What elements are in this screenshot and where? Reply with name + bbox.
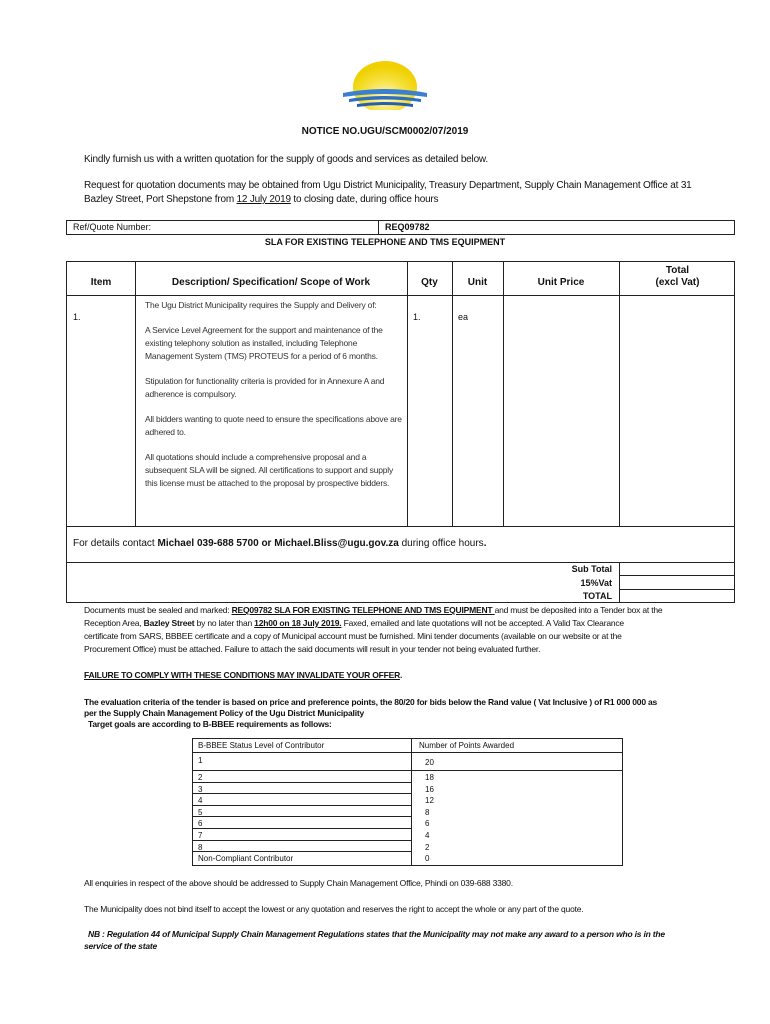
contact-dot: . bbox=[483, 538, 487, 549]
contact-details: Michael 039-688 5700 or Michael.Bliss@ugu.gov.za bbox=[157, 538, 399, 549]
header-qty: Qty bbox=[421, 277, 438, 288]
bbbee-level: 5 bbox=[198, 807, 203, 817]
nb-line-2: service of the state bbox=[84, 941, 158, 951]
desc-paragraph: All bidders wanting to quote need to ensure the specifications above are adhered to. bbox=[145, 414, 402, 437]
failure-warning bbox=[84, 670, 402, 680]
logo bbox=[335, 55, 435, 110]
header-unit-price: Unit Price bbox=[537, 277, 585, 288]
bbbee-points: 16 bbox=[425, 784, 434, 794]
docs-street: Bazley Street bbox=[143, 618, 195, 628]
bbbee-level: 8 bbox=[198, 842, 203, 852]
failure-dot: . bbox=[400, 670, 403, 680]
request-date: 12 July 2019 bbox=[236, 194, 291, 205]
desc-paragraph: Stipulation for functionality criteria is provided for in Annexure A and adherence is compulsory. bbox=[145, 376, 385, 399]
ref-label: Ref/Quote Number: bbox=[73, 222, 152, 232]
bbbee-points: 18 bbox=[425, 773, 434, 782]
bbbee-points: 2 bbox=[425, 842, 430, 852]
docs-reference: REQ09782 SLA FOR EXISTING TELEPHONE AND TMS EQUIPMENT bbox=[231, 605, 495, 615]
bbbee-header-level: B-BBEE Status Level of Contributor bbox=[198, 741, 325, 750]
header-total-sub: (excl Vat) bbox=[655, 277, 700, 288]
request-line-2 bbox=[84, 194, 438, 205]
docs-text: by no later than bbox=[194, 618, 255, 628]
quote-table bbox=[66, 261, 735, 563]
docs-text: Documents must be sealed and marked: bbox=[84, 605, 232, 615]
row-description bbox=[145, 299, 403, 502]
evaluation-line-2: per the Supply Chain Management Policy of the Ugu District Municipality bbox=[84, 708, 365, 718]
desc-paragraph: The Ugu District Municipality requires the Supply and Delivery of: bbox=[145, 300, 377, 310]
bbbee-points: 12 bbox=[425, 796, 434, 806]
bbbee-points: 0 bbox=[425, 854, 430, 864]
row-item-number: 1. bbox=[73, 312, 81, 322]
documents-line-3: certificate from SARS, BBBEE certificate and a copy of Municipal account must be furnished. Mini tender documents (available on our website or at the bbox=[84, 631, 622, 641]
bbbee-level: 6 bbox=[198, 819, 203, 829]
row-qty: 1. bbox=[413, 312, 421, 322]
row-unit: ea bbox=[458, 312, 469, 322]
bbbee-level: 7 bbox=[198, 830, 203, 840]
docs-text: Faxed, emailed and late quotations will not be accepted. A Valid Tax Clearance bbox=[341, 618, 624, 628]
ref-row bbox=[66, 220, 735, 235]
bbbee-points: 6 bbox=[425, 819, 430, 829]
bbbee-level: 3 bbox=[198, 784, 203, 794]
evaluation-line-1: The evaluation criteria of the tender is based on price and preference points, the 80/20 for bids below the Rand value ( Vat Inclusive ) of R1 000 000 as bbox=[84, 697, 658, 707]
documents-line-1 bbox=[84, 605, 662, 615]
documents-line-4: Procurement Office) must be attached. Failure to attach the said documents will result in your tender not being evaluated further. bbox=[84, 644, 541, 654]
bbbee-level: 4 bbox=[198, 796, 203, 806]
desc-paragraph: A Service Level Agreement for the support and maintenance of the existing telephony solution as installed, including Telephone Management System (TMS) PROTEUS for a period of 6 months. bbox=[145, 325, 383, 361]
bbbee-level: 2 bbox=[198, 773, 203, 782]
desc-paragraph: All quotations should include a comprehensive proposal and a subsequent SLA will be signed. All certifications to support and supply this license must be attached to the proposal by prospective bidders. bbox=[145, 452, 394, 488]
evaluation-line-3: Target goals are according to B-BBEE requirements as follows: bbox=[88, 719, 332, 729]
sub-total-label: Sub Total bbox=[571, 564, 612, 574]
ref-value: REQ09782 bbox=[385, 222, 430, 232]
sun-over-waves-logo-icon bbox=[335, 55, 435, 110]
header-item: Item bbox=[90, 277, 112, 288]
intro-text: Kindly furnish us with a written quotation for the supply of goods and services as detailed below. bbox=[84, 154, 488, 165]
request-line-2-b: to closing date, during office hours bbox=[290, 194, 439, 205]
header-total: Total bbox=[665, 265, 690, 276]
docs-text: and must be deposited into a Tender box at the bbox=[494, 605, 663, 615]
no-bind-text: The Municipality does not bind itself to accept the lowest or any quotation and reserves the right to accept the whole or any part of the quote. bbox=[84, 904, 584, 914]
bbbee-level: 1 bbox=[198, 756, 203, 765]
failure-text: FAILURE TO COMPLY WITH THESE CONDITIONS MAY INVALIDATE YOUR OFFER bbox=[84, 670, 401, 680]
header-unit: Unit bbox=[467, 277, 488, 288]
enquiries-text: All enquiries in respect of the above should be addressed to Supply Chain Management Office, Phindi on 039-688 3380. bbox=[84, 878, 513, 888]
totals-block bbox=[66, 563, 735, 603]
vat-label: 15%Vat bbox=[580, 578, 612, 588]
bbbee-points-list bbox=[425, 772, 434, 865]
bbbee-points: 8 bbox=[425, 807, 430, 817]
bbbee-header-points: Number of Points Awarded bbox=[419, 741, 515, 750]
docs-deadline: 12h00 on 18 July 2019. bbox=[254, 618, 342, 628]
bbbee-table bbox=[192, 738, 623, 866]
contact-prefix: For details contact bbox=[73, 538, 158, 549]
docs-text: Reception Area, bbox=[84, 618, 144, 628]
contact-line bbox=[73, 538, 486, 549]
request-line-1: Request for quotation documents may be obtained from Ugu District Municipality, Treasury Department, Supply Chain Management Office at 31 bbox=[84, 180, 692, 191]
sla-title: SLA FOR EXISTING TELEPHONE AND TMS EQUIPMENT bbox=[264, 237, 506, 247]
bbbee-points: 4 bbox=[425, 830, 430, 840]
request-line-2-a: Bazley Street, Port Shepstone from bbox=[84, 194, 237, 205]
header-description: Description/ Specification/ Scope of Work bbox=[171, 277, 371, 288]
documents-line-2 bbox=[84, 618, 624, 628]
total-label: TOTAL bbox=[582, 591, 612, 601]
bbbee-points: 20 bbox=[425, 758, 434, 767]
nb-line-1: NB : Regulation 44 of Municipal Supply Chain Management Regulations states that the Municipality may not make any award to a person who is in the bbox=[88, 929, 665, 939]
notice-number: NOTICE NO.UGU/SCM0002/07/2019 bbox=[301, 126, 469, 137]
contact-suffix: during office hours bbox=[398, 538, 484, 549]
bbbee-level: Non-Compliant Contributor bbox=[198, 854, 294, 864]
